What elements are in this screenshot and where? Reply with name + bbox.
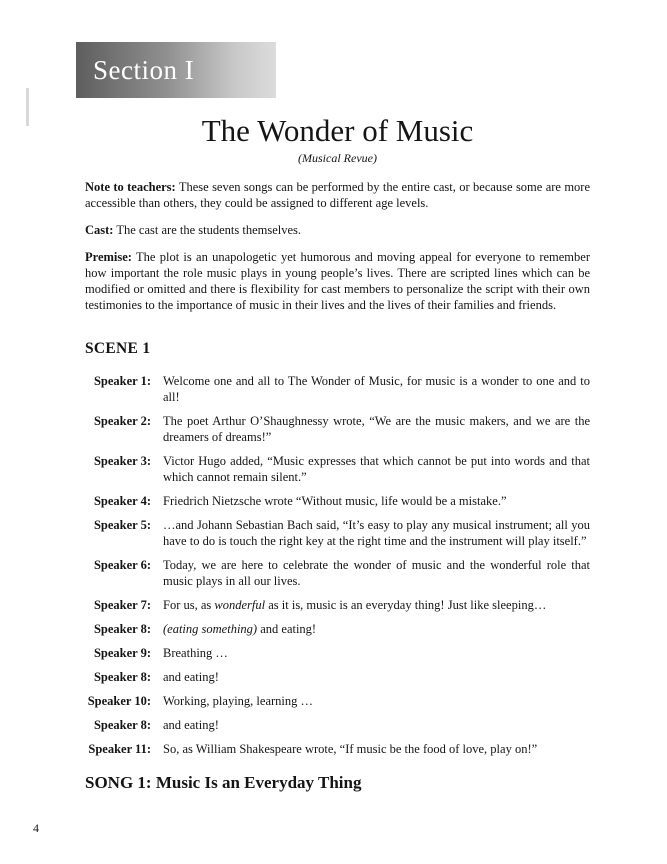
speaker-text <box>163 645 590 661</box>
speaker-label: Speaker 8: <box>93 718 151 732</box>
song-heading: SONG 1: Music Is an Everyday Thing <box>85 773 362 792</box>
scene-lines <box>85 373 590 757</box>
speaker-line <box>85 413 590 445</box>
speaker-text <box>163 557 590 589</box>
line-text-post: and eating! <box>257 622 317 636</box>
speaker-line <box>85 741 590 757</box>
speaker-line <box>85 373 590 405</box>
line-text-pre: Breathing … <box>163 646 228 660</box>
line-text-pre: …and Johann Sebastian Bach said, “It’s easy to play any musical instrument; all you have to do is touch the right key at the right time and the instrument will play itself.” <box>163 518 590 548</box>
line-text-italic: (eating something) <box>163 622 258 636</box>
scene-heading: SCENE 1 <box>85 340 151 357</box>
speaker-text <box>163 373 590 405</box>
speaker-label: Speaker 10: <box>87 694 151 708</box>
page-content <box>85 114 590 793</box>
speaker-text <box>163 413 590 445</box>
speaker-text <box>163 597 590 613</box>
speaker-label: Speaker 1: <box>93 374 151 388</box>
speaker-text <box>163 669 590 685</box>
speaker-line <box>85 669 590 685</box>
intro-text-premise: The plot is an unapologetic yet humorous and moving appeal for everyone to remember how important the role music plays in young people’s lives. There are scripted lines which can be modified or omitted and there is flexibility for cast members to personalize the script with their own testimonies to the importance of music in their lives and the lives of their families and friends. <box>85 250 590 312</box>
line-text-pre: Welcome one and all to The Wonder of Music, for music is a wonder to one and to all! <box>163 374 590 404</box>
speaker-line <box>85 717 590 733</box>
page-title: The Wonder of Music <box>201 113 474 148</box>
speaker-text <box>163 693 590 709</box>
line-text-pre: So, as William Shakespeare wrote, “If music be the food of love, play on!” <box>163 742 538 756</box>
speaker-label: Speaker 9: <box>93 646 151 660</box>
page-number: 4 <box>33 821 39 835</box>
speaker-text <box>163 493 590 509</box>
scan-artifact <box>26 88 29 126</box>
line-text-pre: and eating! <box>163 718 219 732</box>
speaker-label: Speaker 3: <box>93 454 151 468</box>
speaker-line <box>85 597 590 613</box>
line-text-post: as it is, music is an everyday thing! Just like sleeping… <box>265 598 547 612</box>
line-text-pre: The poet Arthur O’Shaughnessy wrote, “We are the music makers, and we are the dreamers of dreams!” <box>163 414 590 444</box>
speaker-line <box>85 645 590 661</box>
speaker-text <box>163 741 590 757</box>
line-text-italic: wonderful <box>214 598 266 612</box>
speaker-label: Speaker 4: <box>93 494 151 508</box>
speaker-label: Speaker 8: <box>93 670 151 684</box>
speaker-label: Speaker 2: <box>93 414 151 428</box>
line-text-pre: Working, playing, learning … <box>163 694 314 708</box>
intro-label-premise: Premise: <box>85 250 132 264</box>
line-text-pre: Victor Hugo added, “Music expresses that which cannot be put into words and that which cannot remain silent.” <box>163 454 590 484</box>
line-text-pre: For us, as <box>163 598 215 612</box>
section-banner <box>76 42 276 98</box>
speaker-label: Speaker 7: <box>93 598 151 612</box>
speaker-text <box>163 453 590 485</box>
speaker-label: Speaker 11: <box>88 742 151 756</box>
intro-label-note: Note to teachers: <box>85 180 176 194</box>
speaker-line <box>85 693 590 709</box>
page-subtitle: (Musical Revue) <box>298 151 377 165</box>
line-text-pre: and eating! <box>163 670 219 684</box>
speaker-label: Speaker 8: <box>93 622 151 636</box>
line-text-pre: Friedrich Nietzsche wrote “Without music, life would be a mistake.” <box>163 494 507 508</box>
speaker-line <box>85 493 590 509</box>
intro-paragraph-note <box>85 179 590 211</box>
speaker-line <box>85 557 590 589</box>
speaker-text <box>163 517 590 549</box>
speaker-line <box>85 453 590 485</box>
section-banner-title: Section I <box>93 54 195 85</box>
intro-section <box>85 179 590 313</box>
speaker-text <box>163 717 590 733</box>
speaker-label: Speaker 5: <box>93 518 151 532</box>
speaker-label: Speaker 6: <box>93 558 151 572</box>
speaker-text <box>163 621 590 637</box>
speaker-line <box>85 621 590 637</box>
intro-label-cast: Cast: <box>85 223 114 237</box>
intro-paragraph-cast <box>85 222 590 238</box>
intro-text-note: These seven songs can be performed by the entire cast, or because some are more accessible than others, they could be assigned to different age levels. <box>85 180 590 210</box>
line-text-pre: Today, we are here to celebrate the wonder of music and the wonderful role that music plays in all our lives. <box>163 558 590 588</box>
speaker-line <box>85 517 590 549</box>
intro-text-cast: The cast are the students themselves. <box>116 223 302 237</box>
intro-paragraph-premise <box>85 249 590 313</box>
